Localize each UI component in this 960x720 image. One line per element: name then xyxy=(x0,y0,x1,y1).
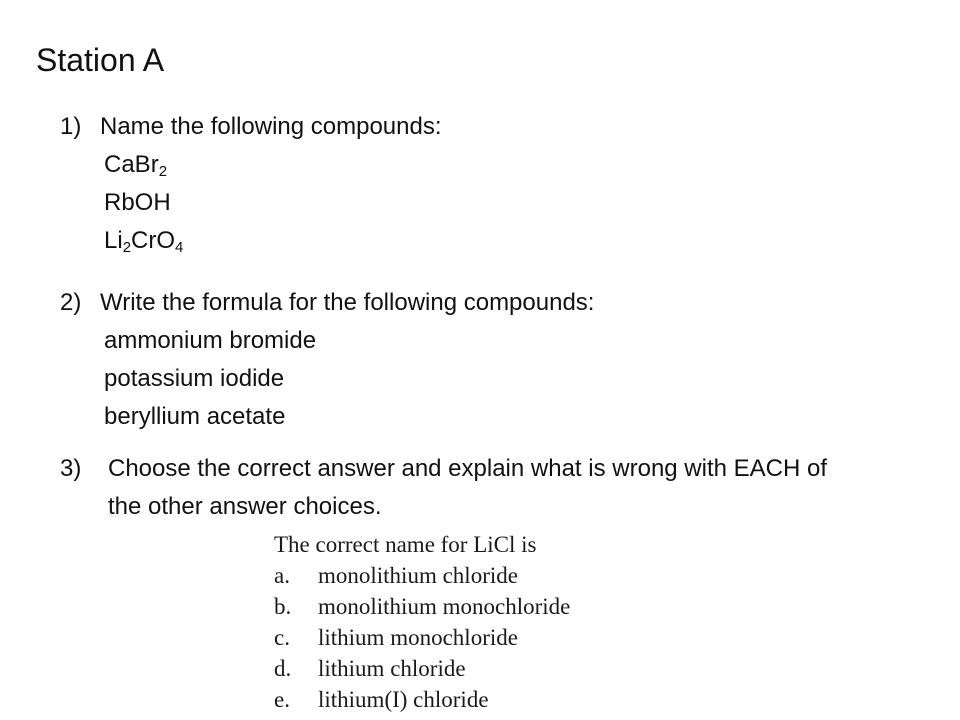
slide-title: Station A xyxy=(36,42,165,78)
question-3-prompt: Choose the correct answer and explain what is wrong with EACH of the other answer choices. xyxy=(108,455,828,520)
question-2 xyxy=(60,284,594,436)
multiple-choice-stem: The correct name for LiCl is xyxy=(274,532,537,557)
question-3-number: 3) xyxy=(60,455,82,482)
question-2-number: 2) xyxy=(60,289,82,316)
compound-name-item: ammonium bromide xyxy=(104,327,317,354)
compound-name-item: beryllium acetate xyxy=(104,403,286,430)
option-letter: d. xyxy=(274,656,292,681)
formula-subscript: 2 xyxy=(158,163,168,180)
option-text: lithium(I) chloride xyxy=(318,687,489,712)
multiple-choice-image xyxy=(274,530,570,715)
formula-subscript: 2 xyxy=(122,239,132,256)
answer-option-e xyxy=(274,684,570,715)
compound-name-item: potassium iodide xyxy=(104,365,285,392)
option-text: monolithium monochloride xyxy=(318,594,571,619)
compound-item: CaBr$_2$ xyxy=(104,151,168,180)
option-letter: c. xyxy=(274,625,290,650)
question-1-number: 1) xyxy=(60,113,82,140)
option-text: monolithium chloride xyxy=(318,563,518,588)
answer-option-d xyxy=(274,653,570,684)
question-3 xyxy=(60,450,828,526)
option-text: lithium monochloride xyxy=(318,625,518,650)
option-letter: a. xyxy=(274,563,290,588)
compound-item: RbOH xyxy=(104,189,171,216)
formula-subscript: 4 xyxy=(175,239,184,256)
answer-option-c xyxy=(274,622,570,653)
option-letter: b. xyxy=(274,594,292,619)
answer-option-a xyxy=(274,560,570,591)
question-1 xyxy=(60,108,442,260)
compound-item: $Li_2CrO_4$ xyxy=(104,227,184,256)
option-text: lithium chloride xyxy=(318,656,466,681)
answer-option-b xyxy=(274,591,570,622)
option-letter: e. xyxy=(274,687,290,712)
question-2-prompt: Write the formula for the following compounds: xyxy=(100,289,595,316)
question-1-prompt: Name the following compounds: xyxy=(100,113,442,140)
